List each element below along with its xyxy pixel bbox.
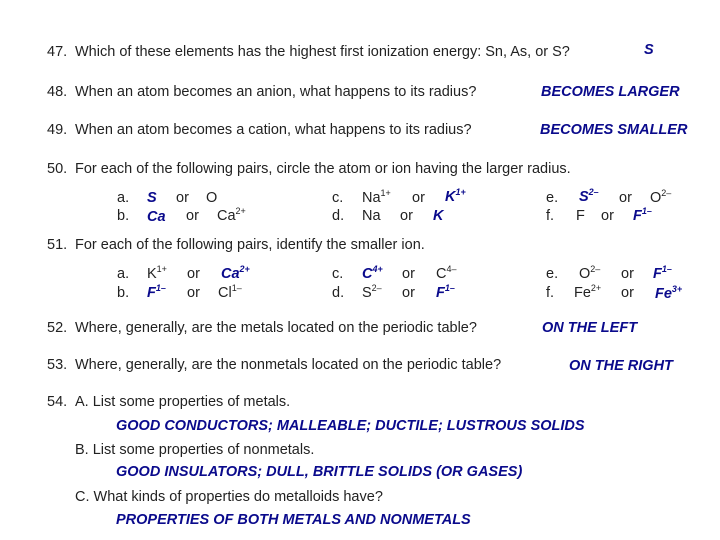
q54-part-c-answer: PROPERTIES OF BOTH METALS AND NONMETALS <box>116 512 471 528</box>
q51-e-right: $F^{1-}$ <box>653 264 672 282</box>
q50-number: 50. <box>47 161 68 177</box>
q50-c-right: $K^{1+}$ <box>445 187 466 205</box>
q47-text: Which of these elements has the highest first ionization energy: Sn, As, or S? <box>75 44 570 60</box>
q50-b-label: b. <box>117 208 130 224</box>
q54-part-b-text: B. List some properties of nonmetals. <box>75 442 315 458</box>
q54-number: 54. <box>47 394 68 410</box>
q51-b-or: or <box>187 285 200 301</box>
q50-f-label: f. <box>546 208 555 224</box>
q50-f-left: F <box>576 208 585 224</box>
q54-part-a-answer: GOOD CONDUCTORS; MALLEABLE; DUCTILE; LUSTROUS SOLIDS <box>116 418 585 434</box>
q53-answer: ON THE RIGHT <box>569 358 673 374</box>
q50-c-label: c. <box>332 190 344 206</box>
q49-number: 49. <box>47 122 68 138</box>
q47-number: 47. <box>47 44 68 60</box>
q50-d-left: Na <box>362 208 381 224</box>
q50-e-or: or <box>619 190 632 206</box>
q50-a-left: S <box>147 190 157 206</box>
q50-b-right: $Ca^{2+}$ <box>217 206 246 224</box>
q51-f-or: or <box>621 285 634 301</box>
q50-d-label: d. <box>332 208 345 224</box>
q51-f-left: $Fe^{2+}$ <box>574 283 602 301</box>
q47-answer: S <box>644 42 654 58</box>
q51-c-or: or <box>402 266 415 282</box>
q50-b-left: Ca <box>147 209 166 225</box>
q54-part-c-text: C. What kinds of properties do metalloids have? <box>75 489 383 505</box>
q50-e-label: e. <box>546 190 559 206</box>
q54-part-b-answer: GOOD INSULATORS; DULL, BRITTLE SOLIDS (OR GASES) <box>116 464 523 480</box>
q50-a-or: or <box>176 190 189 206</box>
q51-e-or: or <box>621 266 634 282</box>
q51-c-label: c. <box>332 266 344 282</box>
q49-answer: BECOMES SMALLER <box>540 122 688 138</box>
q51-b-label: b. <box>117 285 130 301</box>
q51-c-left: $C^{4+}$ <box>362 264 383 282</box>
q50-a-right: O <box>206 190 218 206</box>
q50-a-label: a. <box>117 190 130 206</box>
q51-c-right: $C^{4-}$ <box>436 264 457 282</box>
q51-a-right: $Ca^{2+}$ <box>221 264 250 282</box>
q51-text: For each of the following pairs, identify the smaller ion. <box>75 237 425 253</box>
q48-answer: BECOMES LARGER <box>541 84 680 100</box>
q51-b-right: $Cl^{1-}$ <box>218 283 242 301</box>
q51-e-label: e. <box>546 266 559 282</box>
q52-text: Where, generally, are the metals located on the periodic table? <box>75 320 477 336</box>
q51-e-left: $O^{2-}$ <box>579 264 601 282</box>
q51-f-right: $Fe^{3+}$ <box>655 284 683 302</box>
q50-e-left: $S^{2-}$ <box>579 187 599 205</box>
q52-answer: ON THE LEFT <box>542 320 638 336</box>
q51-d-right: $F^{1-}$ <box>436 283 455 301</box>
q53-text: Where, generally, are the nonmetals located on the periodic table? <box>75 357 502 373</box>
q51-f-label: f. <box>546 285 555 301</box>
q50-e-right: $O^{2-}$ <box>650 188 672 206</box>
q51-d-or: or <box>402 285 415 301</box>
q51-a-label: a. <box>117 266 130 282</box>
q53-number: 53. <box>47 357 68 373</box>
q49-text: When an atom becomes a cation, what happens to its radius? <box>75 122 472 138</box>
q48-text: When an atom becomes an anion, what happens to its radius? <box>75 84 477 100</box>
q54-part-a-text: A. List some properties of metals. <box>75 394 291 410</box>
q51-b-left: $F^{1-}$ <box>147 283 166 301</box>
q50-b-or: or <box>186 208 199 224</box>
q50-c-left: $Na^{1+}$ <box>362 188 391 206</box>
q50-c-or: or <box>412 190 425 206</box>
q50-text: For each of the following pairs, circle the atom or ion having the larger radius. <box>75 161 571 177</box>
q48-number: 48. <box>47 84 68 100</box>
q51-a-left: $K^{1+}$ <box>147 264 167 282</box>
q52-number: 52. <box>47 320 68 336</box>
q51-number: 51. <box>47 237 68 253</box>
q51-d-label: d. <box>332 285 345 301</box>
q50-f-or: or <box>601 208 614 224</box>
q51-d-left: $S^{2-}$ <box>362 283 382 301</box>
q50-d-or: or <box>400 208 413 224</box>
q51-a-or: or <box>187 266 200 282</box>
q50-d-right: K <box>433 208 444 224</box>
q50-f-right: $F^{1-}$ <box>633 206 652 224</box>
